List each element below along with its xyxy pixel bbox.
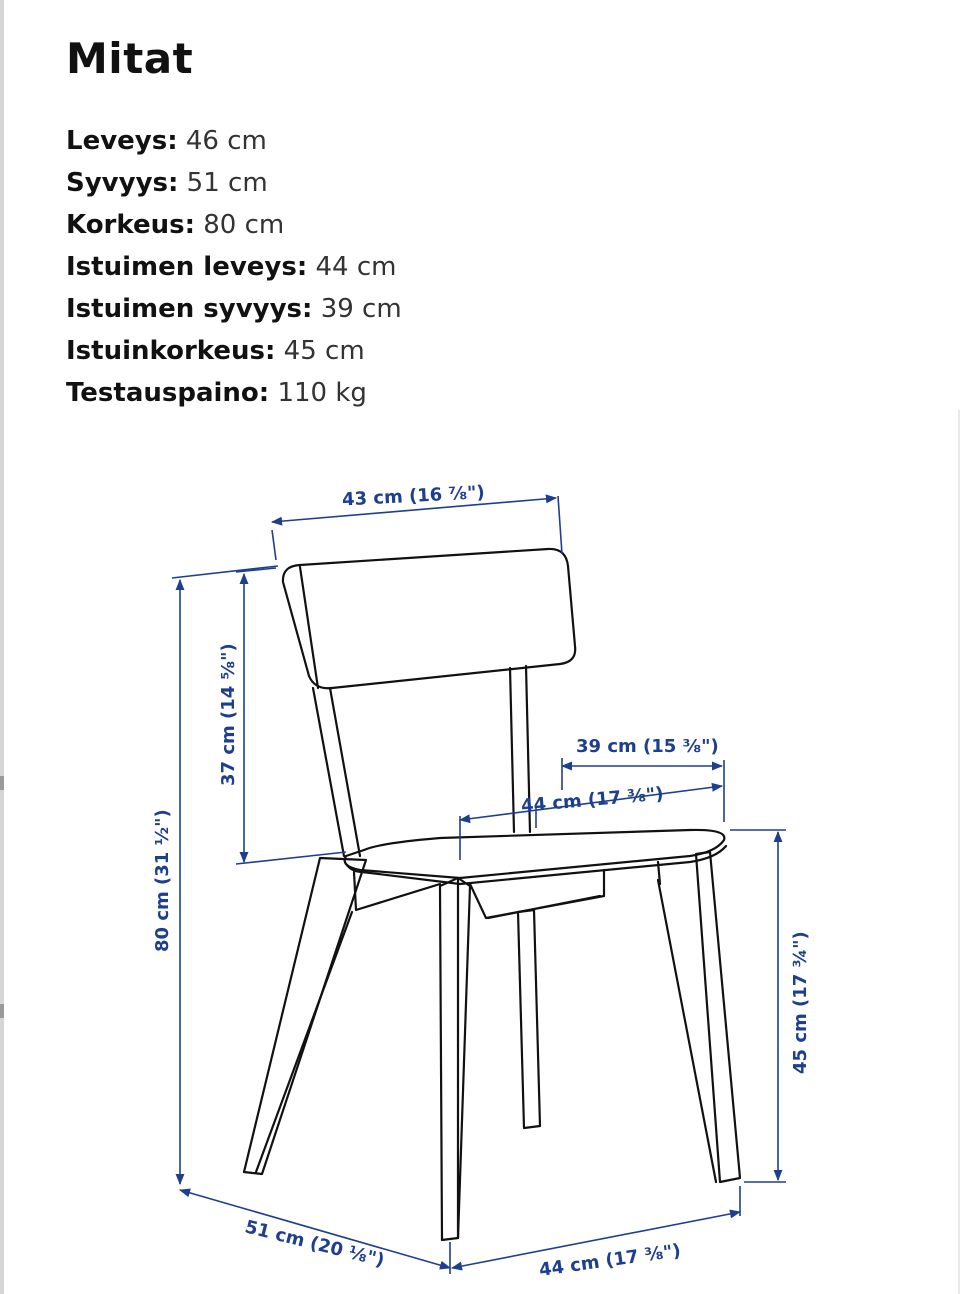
spec-label: Korkeus: bbox=[66, 210, 195, 240]
chair-backrest bbox=[283, 549, 575, 688]
dim-label-backrest-width: 43 cm (16 ⅞") bbox=[341, 482, 486, 511]
chair-leg bbox=[518, 910, 540, 1128]
spec-value: 80 cm bbox=[203, 210, 285, 240]
section-title: Mitat bbox=[66, 34, 194, 83]
spec-value: 39 cm bbox=[320, 294, 402, 324]
spec-value: 45 cm bbox=[283, 336, 365, 366]
spec-label: Istuinkorkeus: bbox=[66, 336, 276, 366]
spec-value: 51 cm bbox=[186, 168, 268, 198]
dim-label-width-bottom: 44 cm (17 ⅜") bbox=[537, 1240, 683, 1281]
dimension-lines bbox=[172, 496, 786, 1274]
dim-label-depth-bottom: 51 cm (20 ⅛") bbox=[242, 1216, 387, 1272]
spec-label: Syvyys: bbox=[66, 168, 179, 198]
chair-seat bbox=[345, 830, 725, 878]
dim-label-backrest-height: 37 cm (14 ⅝") bbox=[218, 643, 239, 786]
spec-value: 44 cm bbox=[315, 252, 397, 282]
spec-label: Istuimen syvyys: bbox=[66, 294, 313, 324]
dim-label-seat-width-top: 44 cm (17 ⅜") bbox=[520, 783, 665, 817]
chair-leg bbox=[244, 858, 366, 1174]
chair-drawing bbox=[244, 549, 740, 1240]
chair-leg bbox=[696, 852, 740, 1182]
spec-label: Istuimen leveys: bbox=[66, 252, 308, 282]
chair-leg bbox=[440, 878, 470, 1240]
spec-value: 46 cm bbox=[185, 126, 267, 156]
dim-label-total-height: 80 cm (31 ½") bbox=[152, 809, 173, 952]
spec-label: Testauspaino: bbox=[66, 378, 270, 408]
dim-label-seat-depth: 39 cm (15 ⅜") bbox=[576, 736, 719, 757]
chair-back-post bbox=[313, 688, 360, 856]
chair-apron bbox=[354, 862, 660, 918]
spec-value: 110 kg bbox=[277, 378, 367, 408]
dim-label-seat-height: 45 cm (17 ¾") bbox=[790, 931, 811, 1074]
spec-label: Leveys: bbox=[66, 126, 178, 156]
